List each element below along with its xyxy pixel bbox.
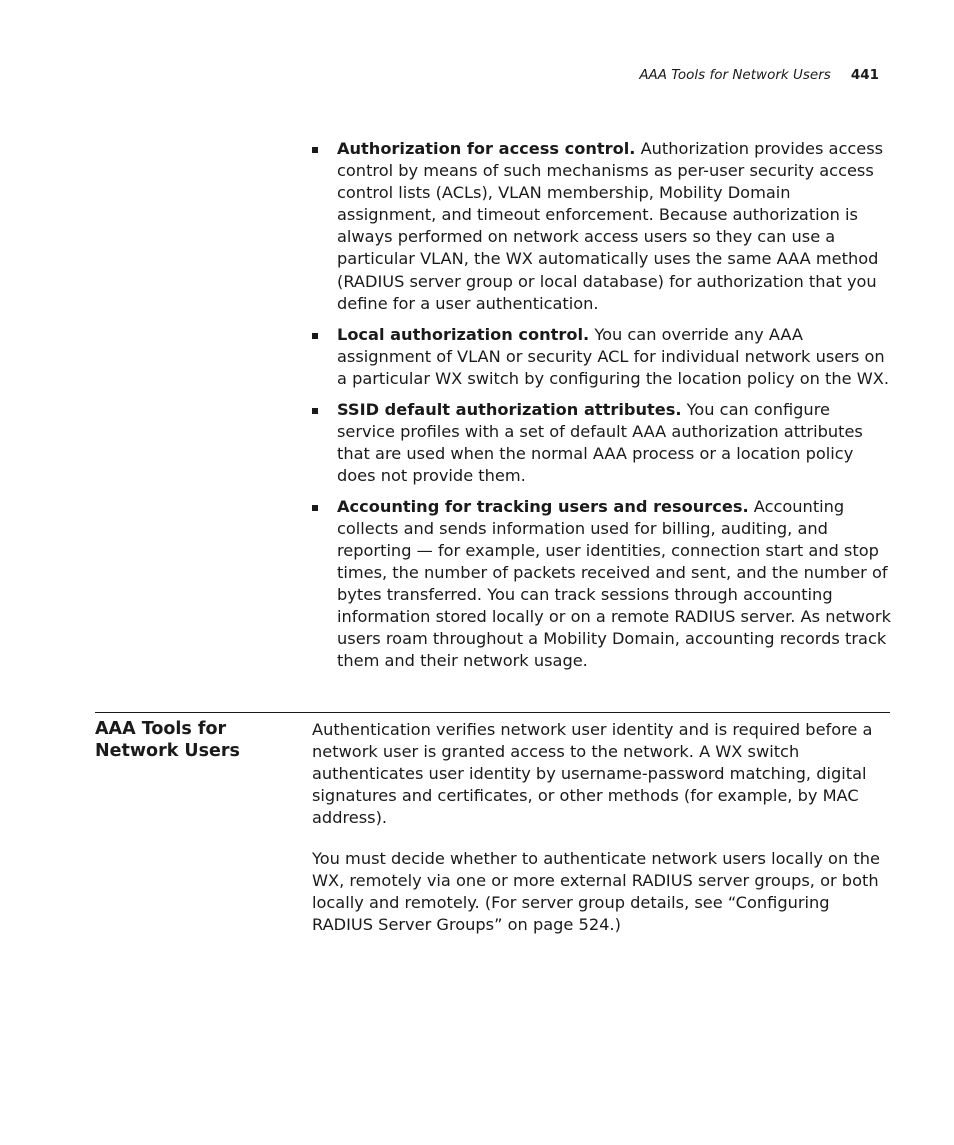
list-item [312, 324, 892, 390]
section-heading [95, 718, 295, 762]
section-divider [95, 712, 890, 713]
square-bullet-icon [312, 505, 318, 511]
section-body [312, 719, 890, 955]
bullet-lead: Authorization for access control. [337, 139, 636, 158]
list-item [312, 399, 892, 487]
section-heading-line: Network Users [95, 741, 240, 761]
running-header-title: AAA Tools for Network Users [639, 67, 831, 83]
bullet-lead: Accounting for tracking users and resources. [337, 496, 749, 516]
bullet-lead: SSID default authorization attributes. [337, 399, 682, 419]
list-item [312, 138, 892, 315]
page-number: 441 [850, 67, 879, 83]
bullet-text: Accounting collects and sends information used for billing, auditing, and reporting — for example, user identities, connection start and stop times, the number of packets received and sent, and the number of bytes transferred. You can track sessions through accounting information stored locally or on a remote RADIUS server. As network users roam throughout a Mobility Domain, accounting records track them and their network usage. [337, 496, 891, 671]
bullet-text: You can configure service profiles with a set of default AAA authorization attributes that are used when the normal AAA process or a location policy does not provide them. [337, 399, 863, 485]
square-bullet-icon [312, 408, 318, 414]
bullet-text: You can override any AAA assignment of VLAN or security ACL for individual network users on a particular WX switch by configuring the location policy on the WX. [337, 324, 889, 388]
bullet-lead: Local authorization control. [337, 324, 590, 344]
bullet-text: Authorization provides access control by means of such mechanisms as per-user security access control lists (ACLs), VLAN membership, Mobility Domain assignment, and timeout enforcement. Because authorization is always performed on network access users so they can use a particular VLAN, the WX automatically uses the same AAA method (RADIUS server group or local database) for authorization that you define for a user authentication. [337, 139, 884, 313]
section-heading-line: AAA Tools for [95, 719, 227, 739]
square-bullet-icon [312, 333, 318, 339]
list-item [312, 496, 892, 673]
body-paragraph: Authentication verifies network user identity and is required before a network user is granted access to the network. A WX switch authenticates user identity by username-password matching, digital signatures and certificates, or other methods (for example, by MAC address). [312, 720, 873, 828]
feature-bullet-list [312, 138, 892, 681]
square-bullet-icon [312, 147, 318, 153]
running-header [639, 67, 879, 83]
body-paragraph: You must decide whether to authenticate network users locally on the WX, remotely via one or more external RADIUS server groups, or both locally and remotely. (For server group details, see “Configuring RADIUS Server Groups” on page 524.) [312, 848, 880, 935]
